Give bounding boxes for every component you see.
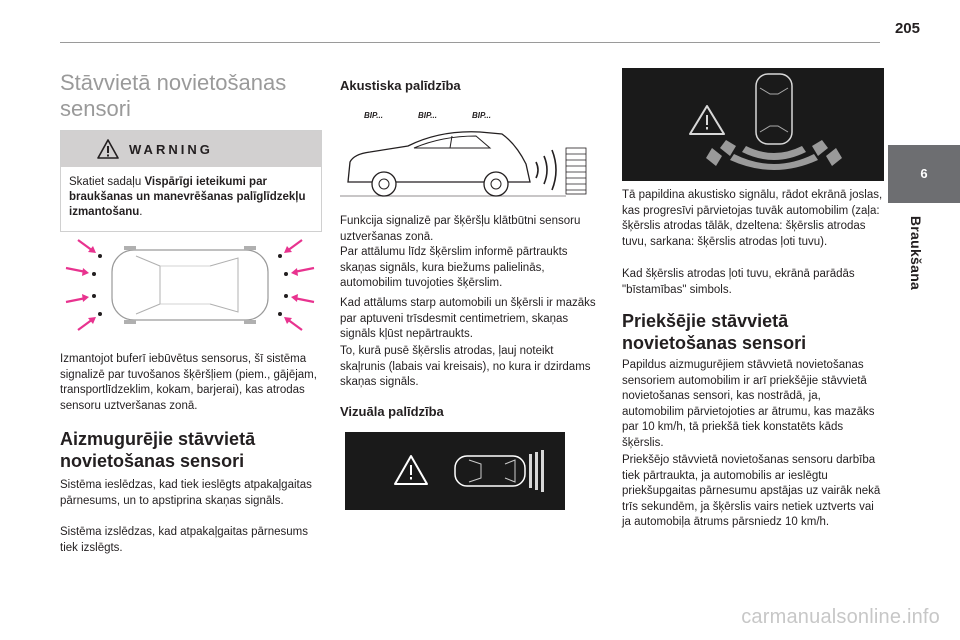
- rear-sensors-heading: Aizmugurējie stāvvietā novietošanas sensori: [60, 429, 256, 471]
- rear-sensors-text-1: Sistēma ieslēdzas, kad tiek ieslēgts atpakaļgaitas pārnesums, un to apstiprina skaņas signāls.: [60, 479, 312, 507]
- sensor-zones-car-illustration: [60, 236, 320, 336]
- warning-box: [60, 130, 322, 232]
- acoustic-text-4: To, kurā pusē šķērslis atrodas, ļauj noteikt skaļrunis (labais vai kreisais), no kura ir dzirdams skaņas signāls.: [340, 345, 591, 388]
- acoustic-car-illustration: [340, 104, 590, 204]
- acoustic-text-3: Kad attālums starp automobili un šķērsli ir mazāks par aptuveni trīsdesmit centimetriem, skaņas signāls kļūst nepārtraukts.: [340, 297, 596, 340]
- visual-text-2: Kad šķērslis atrodas ļoti tuvu, ekrānā parādās "bīstamības" simbols.: [622, 268, 855, 296]
- intro-text: Izmantojot buferī iebūvētus sensorus, šī sistēma signalizē par tuvošanos šķēršļiem (piem., gājējam, transportlīdzeklim, kokam, barjerai), kas atrodas sensoru uztveršanas zonā.: [60, 353, 317, 412]
- header-rule: [60, 42, 880, 43]
- watermark: carmanualsonline.info: [741, 606, 940, 628]
- warning-text-suffix: .: [139, 206, 143, 218]
- bip-label: BIP...: [364, 111, 383, 120]
- visual-text-1: Tā papildina akustisko signālu, rādot ekrānā joslas, kas progresīvi pārvietojas tuvāk automobilim (zaļa: šķērslis atrodas tālāk, dzeltena: šķērslis atrodas tuvu, sarkana: šķērslis atrodas ļoti tuvu).: [622, 189, 883, 248]
- warning-text: [69, 175, 314, 220]
- front-sensors-heading: Priekšējie stāvvietā novietošanas sensori: [622, 311, 807, 353]
- visual-aid-screen: [345, 432, 565, 510]
- page-number: 205: [894, 20, 920, 37]
- front-sensors-text-2: Priekšējo stāvvietā novietošanas sensoru darbība tiek pārtraukta, ja automobilis ar ieslēgtu priekšupgaitas pārnesumu apstājas uz vairāk nekā trīs sekundēm, ja šķērslis vairs netiek uztverts vai ja automobiļa ātrums pārsniedz 10 km/h.: [622, 454, 881, 528]
- warning-text-prefix: Skatiet sadaļu: [69, 176, 145, 188]
- visual-heading: Vizuāla palīdzība: [340, 404, 444, 419]
- front-sensors-text-1: Papildus aizmugurējiem stāvvietā novietošanas sensoriem automobilim ir arī priekšējie stāvvietā novietošanas sensori, kas nostrādā, ja, automobilim pārvietojoties ar ātrumu, kas mazāks par 10 km/h, tā priekšā tiek konstatēts kāds šķērslis.: [622, 359, 875, 449]
- acoustic-heading: Akustiska palīdzība: [340, 78, 461, 93]
- page-title: Stāvvietā novietošanas sensori: [60, 70, 287, 121]
- bip-label: BIP...: [472, 111, 491, 120]
- visual-aid-rear-screen: [622, 68, 884, 181]
- bip-label: BIP...: [418, 111, 437, 120]
- warning-header: [61, 131, 321, 167]
- warning-text-bold: Vispārīgi ieteikumi par braukšanas un manevrēšanas palīglīdzekļu izmantošanu: [69, 176, 306, 218]
- acoustic-text-1: Funkcija signalizē par šķēršļu klātbūtni sensoru uztveršanas zonā.: [340, 215, 581, 243]
- chapter-label: Braukšana: [908, 215, 924, 291]
- chapter-tab[interactable]: 6: [888, 145, 960, 203]
- warning-label: WARNING: [129, 142, 213, 157]
- warning-triangle-icon: [97, 139, 119, 159]
- chapter-label-box: [898, 208, 934, 298]
- acoustic-text-2: Par attālumu līdz šķērslim informē pārtraukts skaņas signāls, kura biežums palielinās, automobilim tuvojoties šķērslim.: [340, 246, 568, 289]
- rear-sensors-text-2: Sistēma izslēdzas, kad atpakaļgaitas pārnesums tiek izslēgts.: [60, 526, 309, 554]
